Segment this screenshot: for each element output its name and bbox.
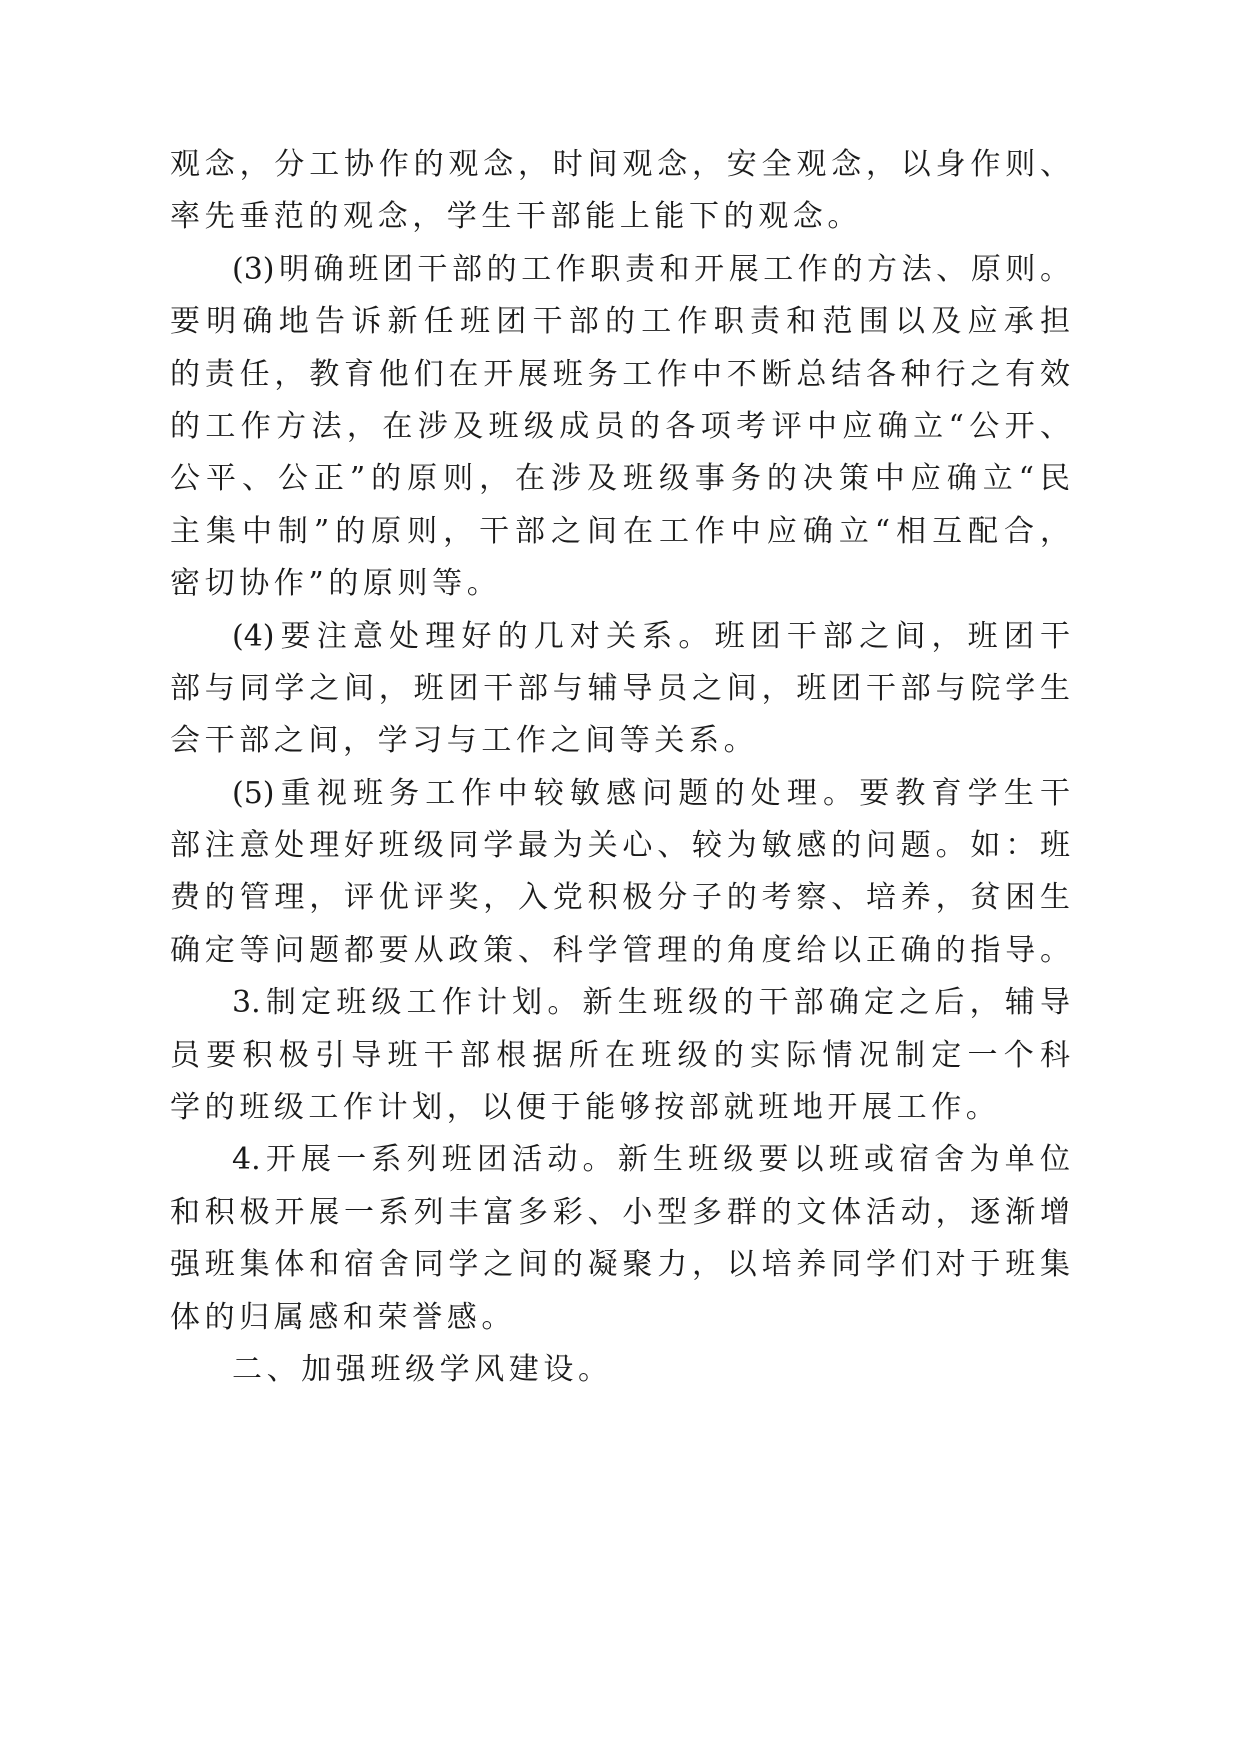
text-line: 公平、公正”的原则，在涉及班级事务的决策中应确立“民 (170, 461, 1070, 497)
text-line: 观念，分工协作的观念，时间观念，安全观念，以身作则、 (170, 147, 1070, 182)
text-line: 4.开展一系列班团活动。新生班级要以班或宿舍为单位 (232, 1142, 1070, 1178)
text-line: 主集中制”的原则，干部之间在工作中应确立“相互配合， (170, 513, 1070, 549)
text-line: 体的归属感和荣誉感。 (170, 1299, 516, 1335)
text-line: 员要积极引导班干部根据所在班级的实际情况制定一个科 (170, 1037, 1070, 1073)
text-line: 部注意处理好班级同学最为关心、较为敏感的问题。如：班 (170, 828, 1070, 864)
text-line: (4)要注意处理好的几对关系。班团干部之间，班团干 (232, 618, 1070, 654)
text-line: (3)明确班团干部的工作职责和开展工作的方法、原则。 (232, 251, 1070, 287)
text-line: 的工作方法，在涉及班级成员的各项考评中应确立“公开、 (170, 408, 1070, 444)
paragraph (170, 977, 1070, 1134)
text-line: 强班集体和宿舍同学之间的凝聚力，以培养同学们对于班集 (170, 1247, 1070, 1283)
text-line: 率先垂范的观念，学生干部能上能下的观念。 (170, 199, 862, 235)
text-line: 的责任，教育他们在开展班务工作中不断总结各种行之有效 (170, 356, 1070, 392)
text-line: 会干部之间，学习与工作之间等关系。 (170, 723, 759, 759)
text-line: 学的班级工作计划，以便于能够按部就班地开展工作。 (170, 1090, 1001, 1126)
text-line: 和积极开展一系列丰富多彩、小型多群的文体活动，逐渐增 (170, 1194, 1070, 1230)
paragraph (170, 139, 1070, 244)
text-line: (5)重视班务工作中较敏感问题的处理。要教育学生干 (232, 775, 1070, 811)
paragraph (170, 611, 1070, 768)
text-line: 部与同学之间，班团干部与辅导员之间，班团干部与院学生 (170, 670, 1070, 706)
text-line: 确定等问题都要从政策、科学管理的角度给以正确的指导。 (170, 932, 1070, 968)
paragraph (170, 244, 1070, 611)
document-body (170, 139, 1070, 1396)
paragraph (170, 1134, 1070, 1344)
section-heading (170, 1344, 1070, 1396)
text-line: 3.制定班级工作计划。新生班级的干部确定之后，辅导 (232, 985, 1070, 1021)
text-line: 二、加强班级学风建设。 (232, 1351, 613, 1387)
paragraph (170, 768, 1070, 978)
text-line: 密切协作”的原则等。 (170, 566, 502, 602)
text-line: 要明确地告诉新任班团干部的工作职责和范围以及应承担 (170, 304, 1070, 340)
text-line: 费的管理，评优评奖，入党积极分子的考察、培养，贫困生 (170, 880, 1070, 916)
